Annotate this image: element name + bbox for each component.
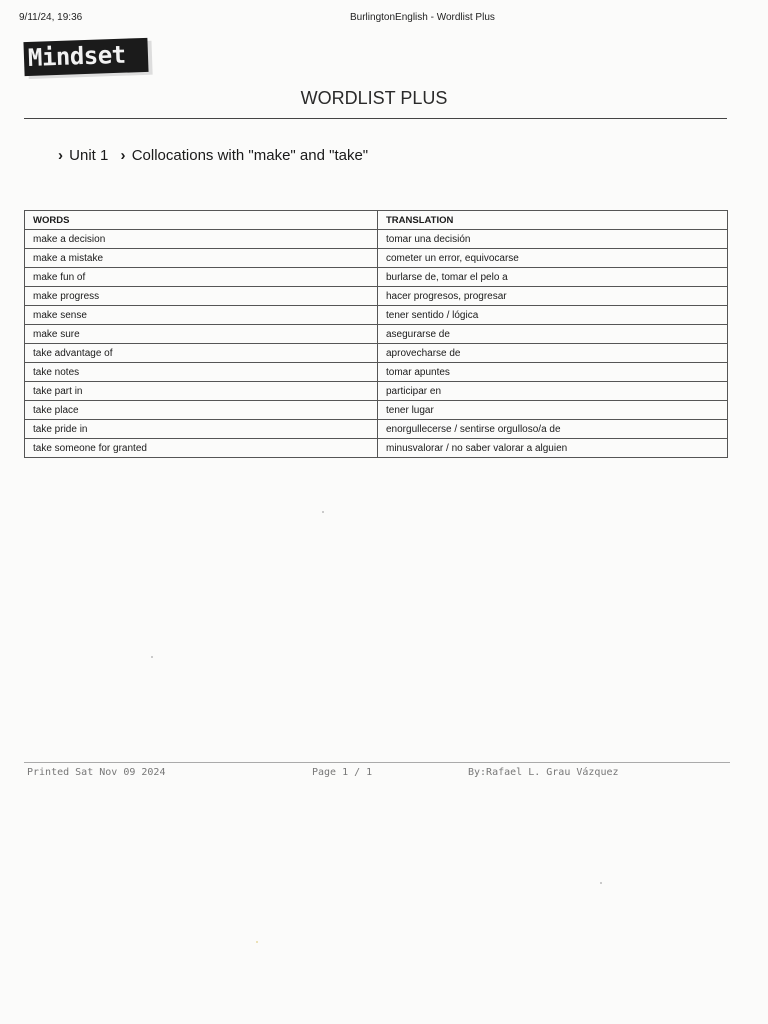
scan-speck <box>151 656 153 658</box>
header-words: WORDS <box>25 211 378 230</box>
table-row <box>25 306 728 325</box>
footer-author: By:Rafael L. Grau Vázquez <box>468 767 619 778</box>
breadcrumb-section[interactable]: Collocations with "make" and "take" <box>131 147 369 164</box>
word-cell: make fun of <box>25 268 378 287</box>
translation-cell: enorgullecerse / sentirse orgulloso/a de <box>378 420 728 439</box>
mindset-logo <box>23 38 148 76</box>
wordlist-table <box>24 210 728 458</box>
translation-cell: participar en <box>378 382 728 401</box>
footer-printed-date: Printed Sat Nov 09 2024 <box>27 767 166 778</box>
scan-speck <box>322 511 324 513</box>
word-cell: make progress <box>25 287 378 306</box>
header-translation: TRANSLATION <box>378 211 728 230</box>
translation-cell: asegurarse de <box>378 325 728 344</box>
table-row <box>25 439 728 458</box>
translation-cell: tener lugar <box>378 401 728 420</box>
title-divider <box>24 118 727 119</box>
chevron-right-icon: › <box>120 147 126 164</box>
translation-cell: tomar una decisión <box>378 230 728 249</box>
scan-speck <box>256 941 258 943</box>
table-row <box>25 382 728 401</box>
chevron-right-icon: › <box>58 147 63 164</box>
word-cell: take pride in <box>25 420 378 439</box>
table-row <box>25 287 728 306</box>
translation-cell: cometer un error, equivocarse <box>378 249 728 268</box>
table-row <box>25 268 728 287</box>
table-row <box>25 401 728 420</box>
page-title: WORDLIST PLUS <box>300 88 448 108</box>
word-cell: make sense <box>25 306 378 325</box>
breadcrumb <box>58 147 368 164</box>
translation-cell: hacer progresos, progresar <box>378 287 728 306</box>
word-cell: take place <box>25 401 378 420</box>
word-cell: take someone for granted <box>25 439 378 458</box>
table-row <box>25 249 728 268</box>
word-cell: make a mistake <box>25 249 378 268</box>
table-row <box>25 420 728 439</box>
translation-cell: aprovecharse de <box>378 344 728 363</box>
word-cell: take notes <box>25 363 378 382</box>
translation-cell: minusvalorar / no saber valorar a alguien <box>378 439 728 458</box>
footer-divider <box>24 762 730 763</box>
table-row <box>25 325 728 344</box>
translation-cell: tomar apuntes <box>378 363 728 382</box>
translation-cell: burlarse de, tomar el pelo a <box>378 268 728 287</box>
word-cell: make a decision <box>25 230 378 249</box>
table-header-row <box>25 211 728 230</box>
table-row <box>25 363 728 382</box>
scan-speck <box>600 882 602 884</box>
word-cell: take advantage of <box>25 344 378 363</box>
word-cell: make sure <box>25 325 378 344</box>
print-page-title: BurlingtonEnglish - Wordlist Plus <box>350 12 495 23</box>
footer-page-number: Page 1 / 1 <box>312 767 373 778</box>
breadcrumb-unit[interactable]: Unit 1 <box>69 147 109 164</box>
word-cell: take part in <box>25 382 378 401</box>
translation-cell: tener sentido / lógica <box>378 306 728 325</box>
table-row <box>25 344 728 363</box>
table-row <box>25 230 728 249</box>
print-datetime: 9/11/24, 19:36 <box>19 12 83 23</box>
logo-text: Mindset <box>27 40 127 73</box>
